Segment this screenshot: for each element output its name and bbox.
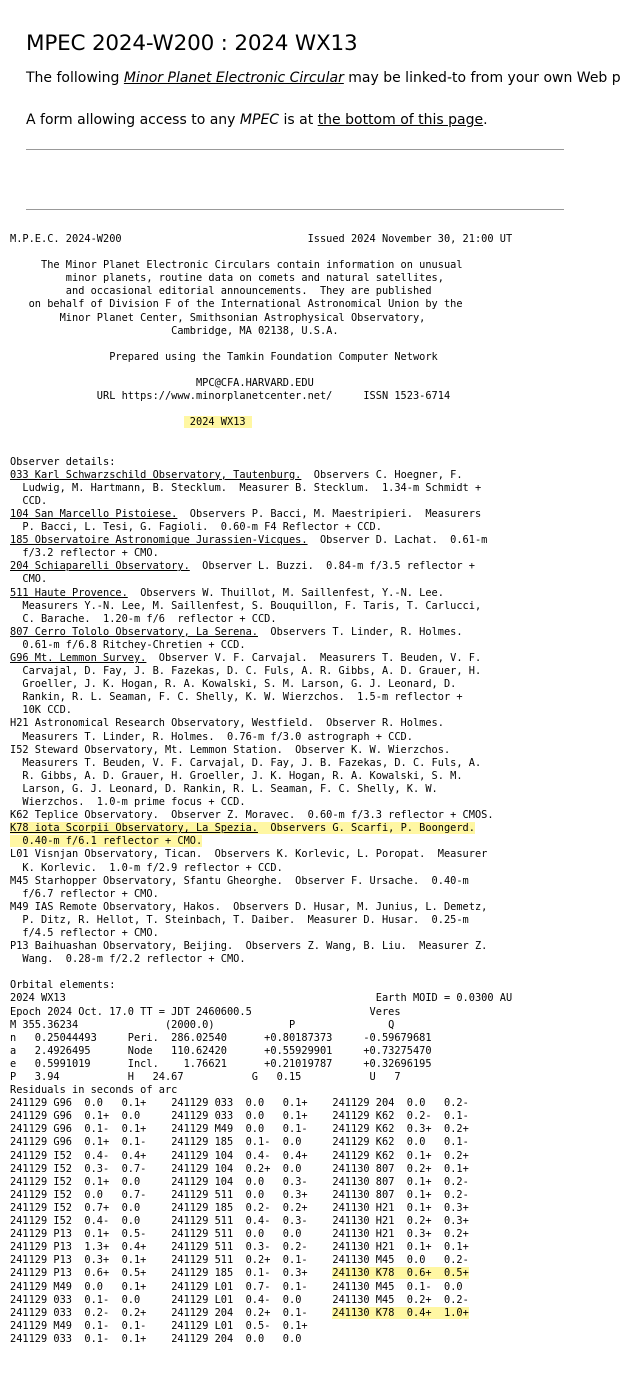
form-text-mpec: MPEC <box>239 112 280 128</box>
observer-detail-text: Observer V. F. Carvajal. Measurers T. Beuden, V. F. Carvajal, D. Fay, J. B. Fazekas, D. C. Fuls, A. R. Gibbs, A. D. Grauer, H. Groeller, J. K. Hogan, R. A. Kowalski, S. M. Larson, G. J. Leonard, D. Rankin, R. L. Seaman, F. C. Shelly, K. W. Wierzchos. 1.5-m reflector + 10K CCD. <box>22 652 482 717</box>
residual-entry: 241130 807 0.1+ 0.2- <box>332 1175 475 1188</box>
header-line: minor planets, routine data on comets and natural satellites, <box>10 272 444 285</box>
form-text-mid: is at <box>279 112 318 128</box>
residual-entry: 241129 185 0.1- 0.3+ <box>171 1267 314 1280</box>
residual-entry: 241129 204 0.2+ 0.1- <box>171 1306 314 1319</box>
header-line: URL https://www.minorplanetcenter.net/ ISSN 1523-6714 <box>10 390 451 403</box>
residual-entry: 241129 G96 0.1+ 0.0 <box>10 1110 153 1123</box>
residual-entry: 241129 L01 0.5- 0.1+ <box>171 1319 314 1332</box>
residual-entry: 241130 M45 0.0 0.2- <box>332 1254 475 1267</box>
observer-detail-text: I52 Steward Observatory, Mt. Lemmon Station. Observer K. W. Wierzchos. Measurers T. Beuden, V. F. Carvajal, D. Fay, J. B. Fazekas, D. C. Fuls, A. R. Gibbs, A. D. Grauer, H. Groeller, J. K. Hogan, R. A. Kowalski, S. M. Larson, G. J. Leonard, D. Rankin, R. L. Seaman, F. C. Shelly, K. W. Wierzchos. 1.0-m prime focus + CCD. <box>10 743 482 809</box>
residual-entry: 241129 185 0.1- 0.0 <box>171 1136 314 1149</box>
observatory-link[interactable]: 204 Schiaparelli Observatory. <box>10 560 190 573</box>
residual-entry: 241129 K62 0.0 0.1- <box>332 1136 475 1149</box>
residual-entry: 241129 511 0.0 0.3+ <box>171 1188 314 1201</box>
orbital-element-line: M 355.36234 (2000.0) P Q <box>10 1018 395 1031</box>
residual-entry: 241129 M49 0.1- 0.1- <box>10 1319 153 1332</box>
residual-entry: 241129 204 0.0 0.2- <box>332 1097 475 1110</box>
observer-detail-text: H21 Astronomical Research Observatory, Westfield. Observer R. Holmes. Measurers T. Linder, R. Holmes. 0.76-m f/3.0 astrograph + CCD. <box>10 717 444 743</box>
header-line: on behalf of Division F of the International Astronomical Union by the <box>10 298 463 311</box>
observer-detail-text: Observers T. Linder, R. Holmes. 0.61-m f/6.8 Ritchey-Chretien + CCD. <box>22 625 463 651</box>
residual-entry: 241129 P13 0.1+ 0.5- <box>10 1228 153 1241</box>
residual-entry: 241129 L01 0.4- 0.0 <box>171 1293 314 1306</box>
orbital-element-line: n 0.25044493 Peri. 286.02540 +0.80187373 -0.59679681 <box>10 1031 432 1044</box>
residual-entry: 241129 P13 0.6+ 0.5+ <box>10 1267 153 1280</box>
observer-detail-text: Observer D. Lachat. 0.61-m f/3.2 reflector + CMO. <box>22 534 488 560</box>
designation-label: 2024 WX13 <box>183 416 252 429</box>
observatory-link[interactable]: K78 iota Scorpii Observatory, La Spezia. <box>10 822 258 835</box>
observer-detail-text: Observers P. Bacci, M. Maestripieri. Measurers P. Bacci, L. Tesi, G. Fagioli. 0.60-m F4 Reflector + CCD. <box>22 507 482 534</box>
residual-entry: 241130 807 0.2+ 0.1+ <box>332 1162 475 1175</box>
residual-entry: 241129 033 0.0 0.1+ <box>171 1097 314 1110</box>
residual-entry: 241129 I52 0.0 0.7- <box>10 1188 153 1201</box>
residual-entry: 241129 L01 0.7- 0.1- <box>171 1280 314 1293</box>
residual-entry: 241130 M45 0.1- 0.0 <box>332 1280 475 1293</box>
divider-top <box>26 149 564 150</box>
orbital-element-line: P 3.94 H 24.67 G 0.15 U 7 <box>10 1071 401 1083</box>
residual-entry: 241129 K62 0.1+ 0.2+ <box>332 1149 475 1162</box>
form-text-before: A form allowing access to any <box>26 112 240 128</box>
divider-bottom <box>26 209 564 210</box>
orbital-elements-heading: Orbital elements: <box>10 979 116 992</box>
observer-detail-text: M49 IAS Remote Observatory, Hakos. Observers D. Husar, M. Junius, L. Demetz, P. Ditz, R. Hellot, T. Steinbach, T. Daiber. Measurer D. Husar. 0.25-m f/4.5 reflector + CMO. <box>10 900 488 939</box>
header-line: M.P.E.C. 2024-W200 Issued 2024 November 30, 21:00 UT <box>10 233 513 245</box>
orbital-element-line: Epoch 2024 Oct. 17.0 TT = JDT 2460600.5 Veres <box>10 1005 401 1018</box>
header-line: The Minor Planet Electronic Circulars contain information on unusual <box>10 259 463 272</box>
residual-entry: 241129 P13 1.3+ 0.4+ <box>10 1241 153 1254</box>
residual-entry: 241130 H21 0.2+ 0.3+ <box>332 1215 475 1228</box>
observer-detail-text: 0.40-m f/6.1 reflector + CMO. <box>10 835 203 848</box>
residual-entry: 241129 M49 0.0 0.1+ <box>10 1280 153 1293</box>
intro-text-before: The following <box>26 70 124 86</box>
residual-entry: 241129 K62 0.2- 0.1- <box>332 1110 475 1123</box>
residual-entry: 241129 185 0.2- 0.2+ <box>171 1201 314 1214</box>
header-line: and occasional editorial announcements. They are published <box>10 285 432 298</box>
observer-detail-text: K62 Teplice Observatory. Observer Z. Moravec. 0.60-m f/3.3 reflector + CMOS. <box>10 809 494 822</box>
residual-entry: 241129 G96 0.0 0.1+ <box>10 1097 153 1110</box>
residual-entry: 241129 M49 0.0 0.1- <box>171 1123 314 1136</box>
observer-detail-text: Observers W. Thuillot, M. Saillenfest, Y.-N. Lee. Measurers Y.-N. Lee, M. Saillenfest, S. Bouquillon, F. Taris, T. Carlucci, C. Barache. 1.20-m f/6 reflector + CCD. <box>22 586 482 625</box>
residual-entry: 241129 033 0.1- 0.0 <box>10 1293 153 1306</box>
observer-detail-text: Observers C. Hoegner, F. Ludwig, M. Hartmann, B. Stecklum. Measurer B. Stecklum. 1.34-m Schmidt + CCD. <box>22 468 482 507</box>
intro-text-after: may be linked-to from your own Web p <box>343 70 621 86</box>
observer-detail-text: L01 Visnjan Observatory, Tican. Observers K. Korlevic, L. Poropat. Measurer K. Korlevic. 1.0-m f/2.9 reflector + CCD. <box>10 848 488 874</box>
residuals-heading: Residuals in seconds of arc <box>10 1084 178 1097</box>
residual-entry: 241129 I52 0.3- 0.7- <box>10 1162 153 1175</box>
observatory-link[interactable]: 511 Haute Provence. <box>10 586 128 599</box>
mpc-link[interactable]: Minor Planet Electronic Circular <box>123 70 344 86</box>
residual-entry: 241129 G96 0.1+ 0.1- <box>10 1136 153 1149</box>
residual-entry: 241129 I52 0.4- 0.4+ <box>10 1149 153 1162</box>
header-line: Prepared using the Tamkin Foundation Computer Network <box>10 350 438 363</box>
bottom-of-page-link[interactable]: the bottom of this page <box>317 112 484 128</box>
residual-entry: 241129 511 0.2+ 0.1- <box>171 1254 314 1267</box>
residual-entry: 241129 I52 0.4- 0.0 <box>10 1215 153 1228</box>
residual-entry: 241129 511 0.0 0.0 <box>171 1228 314 1241</box>
residual-entry: 241129 033 0.2- 0.2+ <box>10 1306 153 1319</box>
page-title: MPEC 2024-W200 : 2024 WX13 <box>26 31 358 56</box>
mpec-preformatted-body <box>10 233 512 1346</box>
residual-entry: 241130 807 0.1+ 0.2- <box>332 1188 475 1201</box>
observer-details-heading: Observer details: <box>10 455 116 468</box>
residual-entry: 241129 G96 0.1- 0.1+ <box>10 1123 153 1136</box>
residual-entry: 241130 K78 0.6+ 0.5+ <box>332 1267 469 1280</box>
header-line: MPC@CFA.HARVARD.EDU <box>10 377 314 390</box>
form-paragraph <box>26 112 564 128</box>
observatory-link[interactable]: 104 San Marcello Pistoiese. <box>10 507 178 520</box>
observatory-link[interactable]: 807 Cerro Tololo Observatory, La Serena. <box>10 625 258 638</box>
header-line: Minor Planet Center, Smithsonian Astrophysical Observatory, <box>10 311 426 324</box>
residual-entry: 241130 H21 0.1+ 0.1+ <box>332 1241 475 1254</box>
residual-entry: 241129 104 0.4- 0.4+ <box>171 1149 314 1162</box>
residual-entry: 241130 H21 0.1+ 0.3+ <box>332 1201 475 1214</box>
observatory-link[interactable]: 185 Observatoire Astronomique Jurassien-Vicques. <box>10 534 308 547</box>
residual-entry: 241129 104 0.2+ 0.0 <box>171 1162 314 1175</box>
intro-paragraph <box>26 70 621 86</box>
orbital-element-line: a 2.4926495 Node 110.62420 +0.55929901 +0.73275470 <box>10 1044 432 1057</box>
residual-entry: 241129 I52 0.1+ 0.0 <box>10 1175 153 1188</box>
observatory-link[interactable]: G96 Mt. Lemmon Survey. <box>10 652 147 664</box>
residual-entry: 241129 511 0.3- 0.2- <box>171 1241 314 1254</box>
observer-detail-text: Observers G. Scarfi, P. Boongerd. <box>257 822 475 835</box>
orbital-element-line: e 0.5991019 Incl. 1.76621 +0.21019787 +0.32696195 <box>10 1057 432 1070</box>
observer-detail-text: Observer L. Buzzi. 0.84-m f/3.5 reflector + CMO. <box>22 560 475 586</box>
residual-entry: 241130 M45 0.2+ 0.2- <box>332 1293 475 1306</box>
observer-detail-text: P13 Baihuashan Observatory, Beijing. Observers Z. Wang, B. Liu. Measurer Z. Wang. 0.28-m f/2.2 reflector + CMO. <box>10 940 488 966</box>
observer-detail-text: M45 Starhopper Observatory, Sfantu Gheorghe. Observer F. Ursache. 0.40-m f/6.7 reflector + CMO. <box>10 874 469 900</box>
residual-entry: 241129 104 0.0 0.3- <box>171 1175 314 1188</box>
header-line: Cambridge, MA 02138, U.S.A. <box>10 324 339 337</box>
residual-entry: 241130 H21 0.3+ 0.2+ <box>332 1228 475 1241</box>
observatory-link[interactable]: 033 Karl Schwarzschild Observatory, Tautenburg. <box>10 468 302 481</box>
residual-entry: 241129 K62 0.3+ 0.2+ <box>332 1123 475 1136</box>
form-text-after: . <box>483 112 488 128</box>
residual-entry: 241129 511 0.4- 0.3- <box>171 1215 314 1228</box>
residual-entry: 241129 P13 0.3+ 0.1+ <box>10 1254 153 1267</box>
residual-entry: 241129 204 0.0 0.0 <box>171 1332 314 1345</box>
residual-entry: 241129 I52 0.7+ 0.0 <box>10 1201 153 1214</box>
residual-entry: 241129 033 0.1- 0.1+ <box>10 1332 153 1345</box>
orbital-element-line: 2024 WX13 Earth MOID = 0.0300 AU <box>10 992 513 1005</box>
residual-entry: 241130 K78 0.4+ 1.0+ <box>332 1306 469 1319</box>
residual-entry: 241129 033 0.0 0.1+ <box>171 1110 314 1123</box>
